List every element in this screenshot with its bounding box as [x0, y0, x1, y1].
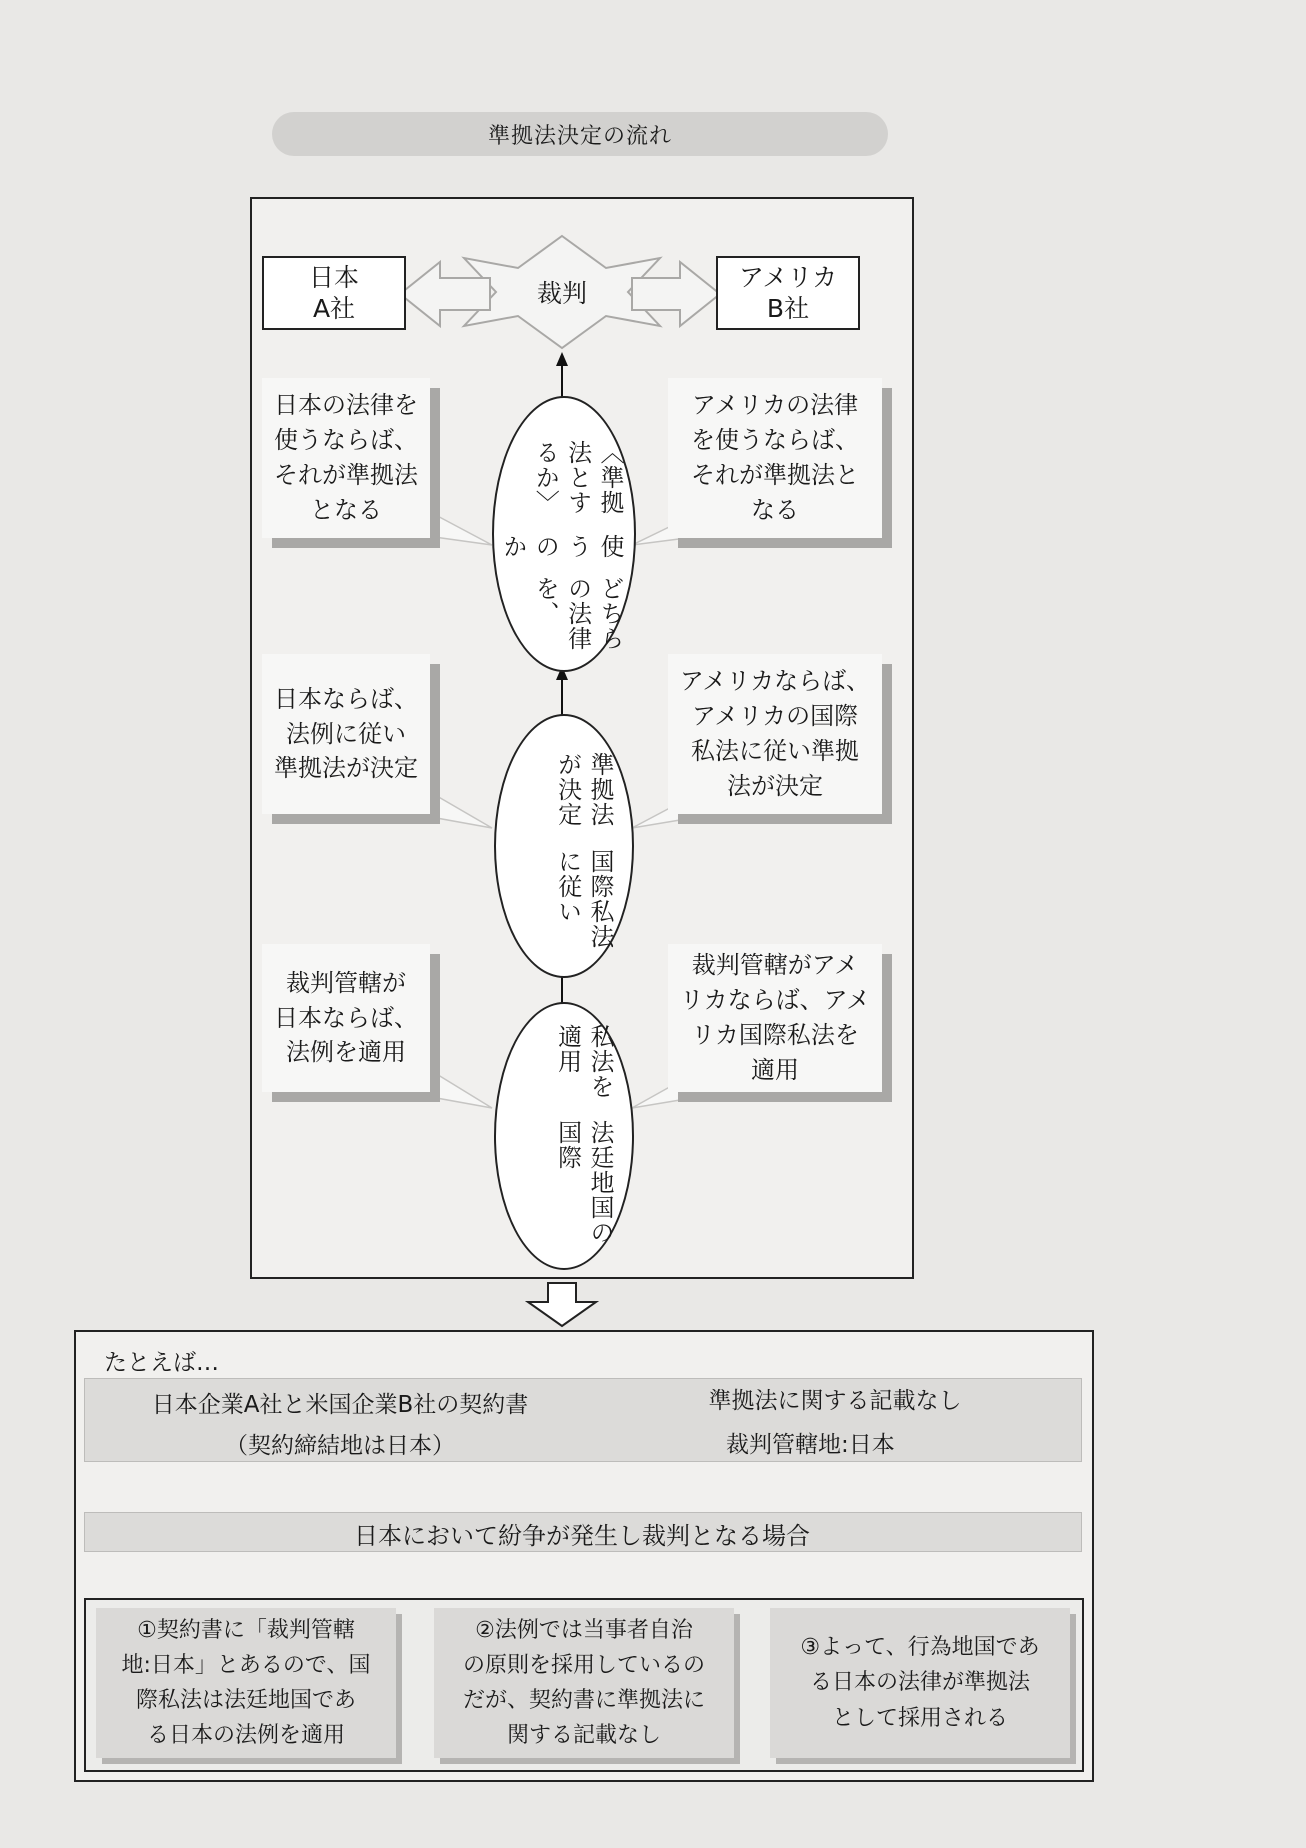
which-law-col1: どちらの法律を、	[531, 576, 624, 652]
callout-l3-line: 法例を適用	[286, 1038, 406, 1067]
tail-l3	[420, 1070, 492, 1108]
callout-r2-line: 私法に従い準拠	[690, 737, 859, 765]
dispute-text: 日本において紛争が発生し裁判となる場合	[354, 1522, 810, 1550]
step-1-line: 際私法は法廷地国であ	[135, 1688, 356, 1713]
callout-l1-line: 使うならば、	[274, 426, 418, 455]
pil-decides-col1: 国際私法に従い	[553, 848, 614, 949]
which-law-col3: 〈準拠法とするか〉	[531, 440, 624, 515]
callout-l1-line: となる	[310, 495, 382, 524]
callout-r3-line: 裁判管轄がアメ	[691, 951, 859, 980]
step-1-line: 地:日本」とあるので、国	[121, 1652, 371, 1678]
contract-text	[104, 1386, 576, 1460]
callout-r1-line: を使うならば、	[691, 426, 859, 455]
callout-r3-line: リカならば、アメ	[679, 986, 871, 1015]
callout-japan-horei	[262, 654, 430, 814]
party-america-line2: B社	[766, 294, 810, 323]
callout-l2-line: 準拠法が決定	[274, 754, 418, 783]
callout-l3-line: 裁判管轄が	[286, 968, 406, 997]
forum-pil-col2: 私法を適用	[553, 1024, 614, 1099]
forum-pil-col1: 法廷地国の国際	[553, 1119, 614, 1245]
party-america-b	[716, 256, 860, 330]
callout-l2-line: 日本ならば、	[274, 684, 418, 713]
callout-america-pil	[668, 654, 882, 814]
trial-label-text: 裁判	[536, 279, 587, 308]
callout-l1-line: 日本の法律を	[274, 391, 418, 420]
step-3	[770, 1608, 1070, 1758]
arrow-head-1	[556, 352, 568, 366]
callout-l2-line: 法例に従い	[286, 719, 406, 748]
ellipse-forum-pil-text	[508, 1024, 616, 1254]
callout-japan-jurisdiction	[262, 944, 430, 1092]
note-no-governing-law-text: 準拠法に関する記載なし	[708, 1388, 962, 1414]
party-america-line1: アメリカ	[738, 262, 838, 292]
note-jurisdiction-text: 裁判管轄地:日本	[726, 1432, 895, 1458]
contract-line2: （契約締結地は日本）	[225, 1433, 455, 1459]
callout-america-law	[668, 378, 882, 538]
step-3-line: ③よって、行為地国であ	[800, 1635, 1040, 1661]
step-2-line: ②法例では当事者自治	[475, 1617, 693, 1643]
trial-label	[520, 274, 604, 310]
step-2	[434, 1608, 734, 1758]
ellipse-pil-decides-text	[508, 752, 616, 962]
callout-r1-line: それが準拠法と	[691, 461, 859, 489]
note-no-governing-law	[600, 1382, 1070, 1415]
step-3-line: る日本の法律が準拠法	[809, 1670, 1030, 1696]
step-1-line: る日本の法例を適用	[146, 1723, 345, 1749]
callout-r2-line: アメリカならば、	[679, 667, 871, 696]
callout-r2-line: アメリカの国際	[691, 702, 859, 731]
example-intro: たとえば…	[104, 1350, 219, 1376]
callout-r3-line: 適用	[750, 1055, 799, 1084]
callout-japan-law	[262, 378, 430, 538]
step-3-line: として採用される	[831, 1705, 1008, 1731]
step-2-line: だが、契約書に準拠法に	[462, 1688, 705, 1713]
note-jurisdiction	[726, 1426, 895, 1459]
diagram-title-text: 準拠法決定の流れ	[487, 123, 672, 149]
contract-line1: 日本企業A社と米国企業B社の契約書	[151, 1392, 529, 1418]
step-2-line: の原則を採用しているの	[462, 1652, 705, 1678]
ellipse-which-law-text	[498, 440, 626, 660]
party-japan-a	[262, 256, 406, 330]
callout-l1-line: それが準拠法	[274, 461, 418, 489]
party-japan-line2: A社	[312, 294, 356, 323]
step-1-line: ①契約書に「裁判管轄	[137, 1617, 355, 1643]
pil-decides-col2: 準拠法が決定	[553, 752, 614, 827]
callout-l3-line: 日本ならば、	[274, 1003, 418, 1032]
which-law-col2: 使うのか	[498, 534, 624, 560]
callout-r3-line: リカ国際私法を	[691, 1021, 859, 1049]
callout-r1-line: アメリカの法律	[691, 391, 859, 420]
tail-l2	[420, 792, 492, 828]
callout-america-jurisdiction	[668, 944, 882, 1092]
tail-l1	[420, 512, 492, 545]
party-japan-line1: 日本	[308, 262, 359, 292]
step-1	[96, 1608, 396, 1758]
callout-r2-line: 法が決定	[726, 771, 823, 800]
step-2-line: 関する記載なし	[506, 1723, 661, 1749]
callout-r1-line: なる	[751, 495, 799, 524]
hollow-down-arrow-1	[528, 1283, 596, 1326]
